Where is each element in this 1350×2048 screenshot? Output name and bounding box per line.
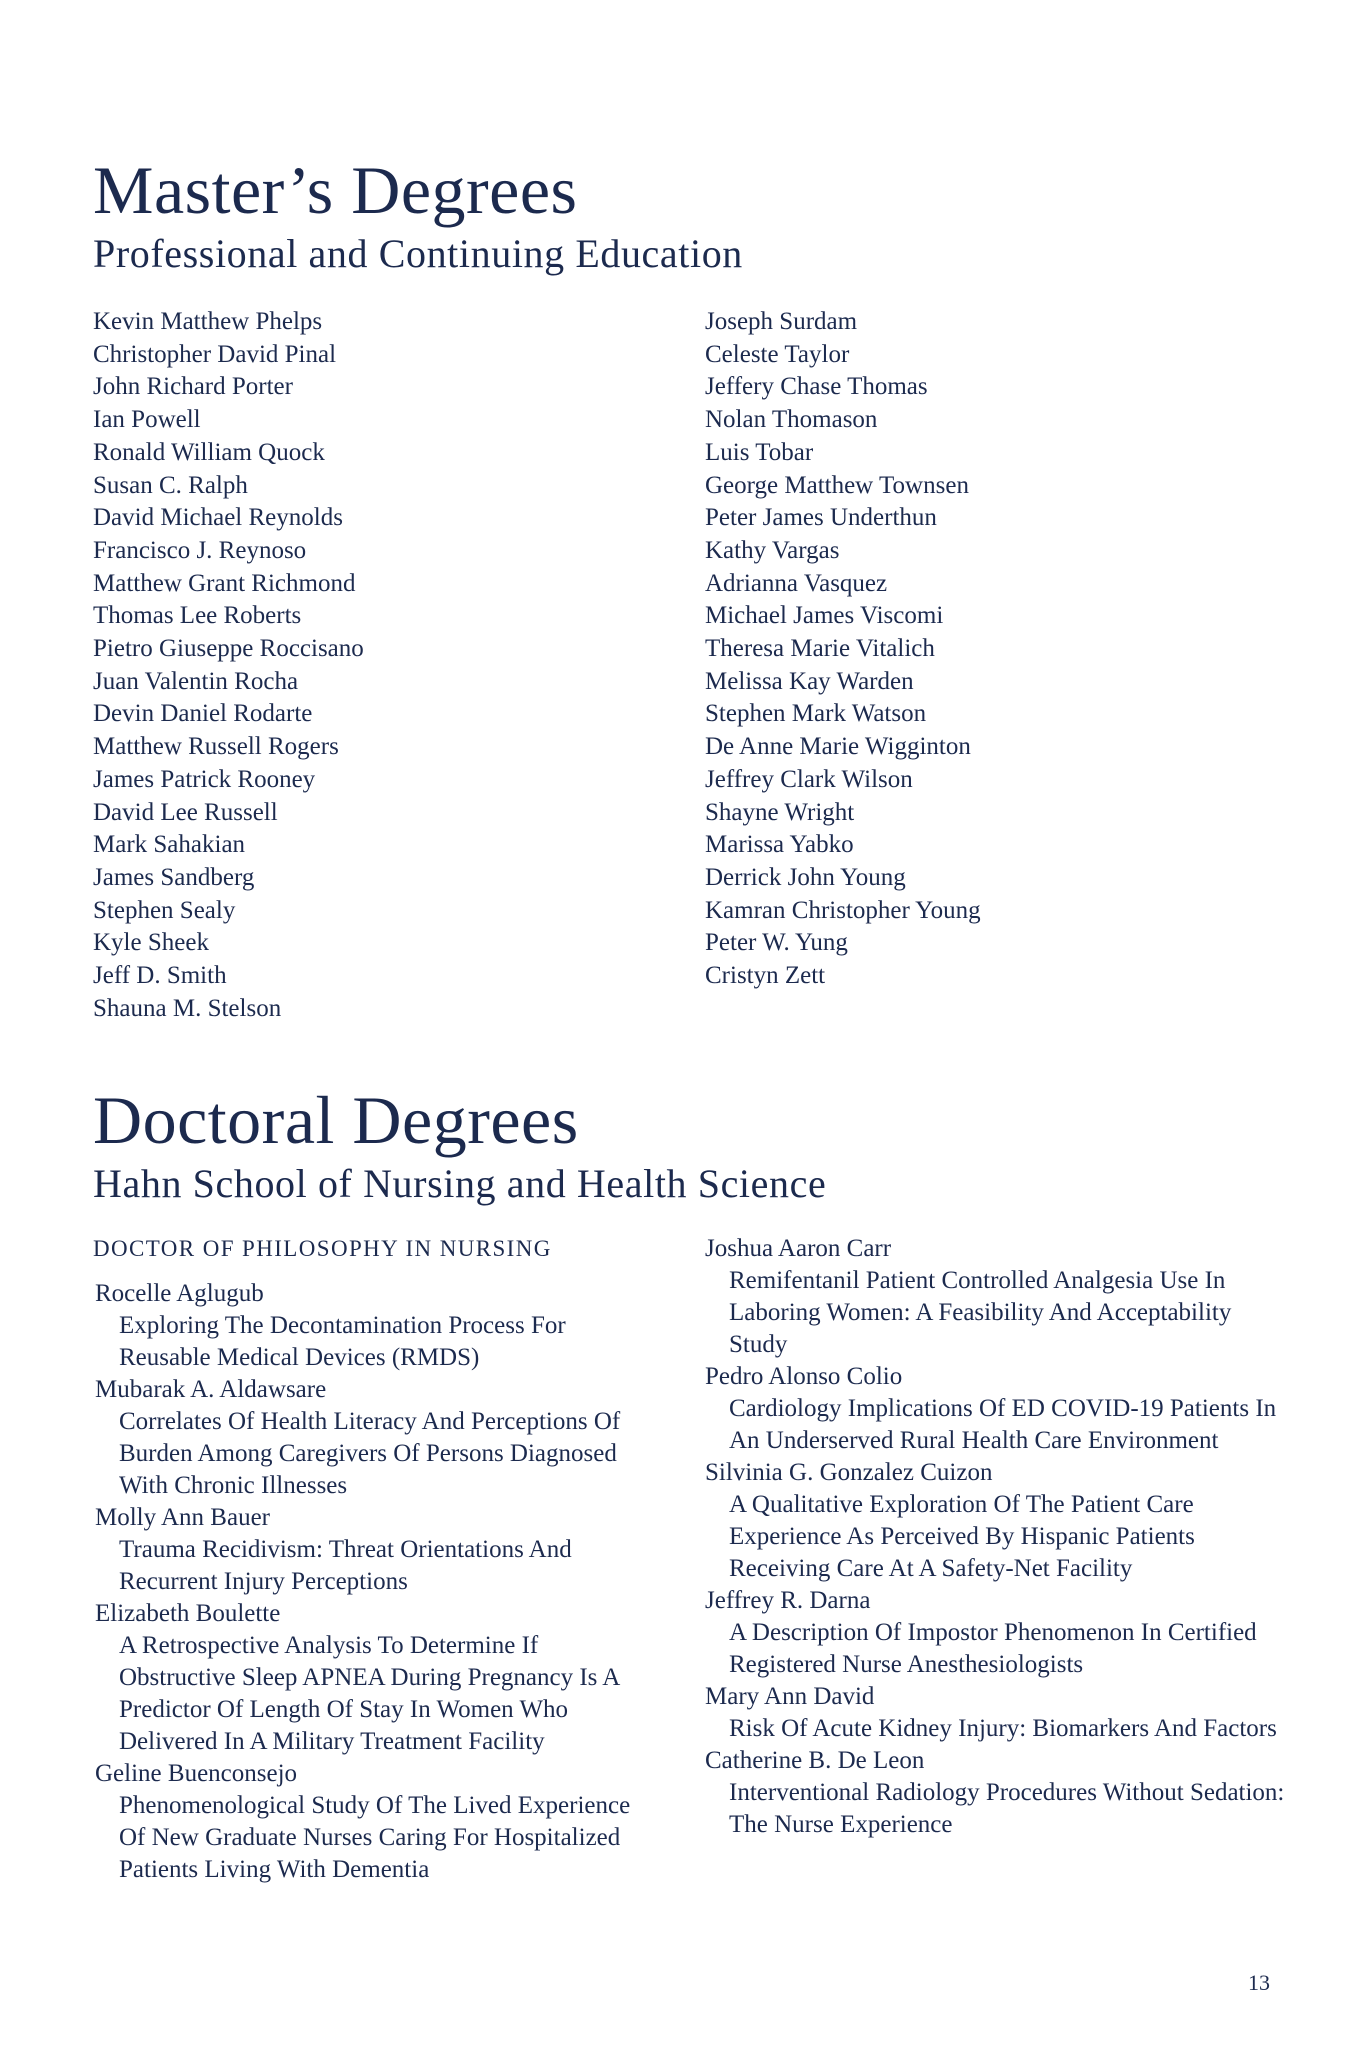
graduate-name: Susan C. Ralph [93,471,248,499]
graduate-name: Derrick John Young [705,863,906,891]
dissertation-title: Correlates Of Health Literacy And Perceptions Of Burden Among Caregivers Of Persons Diagnosed With Chronic Illnesses [119,1408,621,1499]
graduate-name: Kamran Christopher Young [705,896,981,924]
graduate-name: David Michael Reynolds [93,504,343,532]
graduate-name: Juan Valentin Rocha [93,667,299,695]
graduate-name: George Matthew Townsen [705,471,969,499]
doctoral-subtitle: Hahn School of Nursing and Health Science [93,1161,827,1206]
graduate-name: Mark Sahakian [93,831,246,859]
masters-subtitle: Professional and Continuing Education [93,231,743,276]
graduate-name: Jeffery Chase Thomas [705,373,928,401]
graduate-name: Thomas Lee Roberts [93,602,302,630]
graduate-name: Peter W. Yung [705,929,848,957]
doctoral-entries-right [705,1233,1285,1841]
doctoral-entry [705,1457,1285,1585]
graduate-name: Shauna M. Stelson [93,994,282,1022]
doctoral-title: Doctoral Degrees [93,1082,579,1158]
graduate-name: Pedro Alonso Colio [705,1363,903,1390]
graduate-name: Theresa Marie Vitalich [705,635,935,663]
graduate-name: Christopher David Pinal [93,340,337,368]
graduate-name: Rocelle Aglugub [95,1280,264,1307]
graduate-name: Silvinia G. Gonzalez Cuizon [705,1459,993,1486]
graduate-name: Mary Ann David [705,1683,875,1710]
doctoral-entry [705,1585,1285,1681]
graduate-name: Elizabeth Boulette [95,1600,281,1627]
doctoral-entry [705,1361,1285,1457]
graduate-name: Melissa Kay Warden [705,667,914,695]
graduate-name: James Patrick Rooney [93,765,316,793]
graduate-name: Marissa Yabko [705,831,854,859]
dissertation-title: Interventional Radiology Procedures Without Sedation: The Nurse Experience [729,1779,1285,1838]
graduate-name: Francisco J. Reynoso [93,536,307,564]
graduate-name: Luis Tobar [705,438,814,466]
dissertation-title: A Retrospective Analysis To Determine If Obstructive Sleep APNEA During Pregnancy Is A Predictor Of Length Of Stay In Women Who Delivered In A Military Treatment Facility [119,1632,619,1755]
graduate-name: Joshua Aaron Carr [705,1235,892,1262]
graduate-name: Mubarak A. Aldawsare [95,1376,327,1403]
masters-names-right [705,306,981,993]
graduate-name: Devin Daniel Rodarte [93,700,313,728]
graduate-name: Shayne Wright [705,798,855,826]
graduate-name: Catherine B. De Leon [705,1747,925,1774]
graduate-name: Adrianna Vasquez [705,569,888,597]
doctoral-entry [95,1374,655,1502]
graduate-name: Peter James Underthun [705,504,937,532]
page-number: 13 [1248,1970,1270,1995]
doctoral-entry [95,1758,655,1886]
dissertation-title: Risk Of Acute Kidney Injury: Biomarkers And Factors [729,1715,1277,1742]
graduate-name: Cristyn Zett [705,962,826,990]
graduate-name: Stephen Sealy [93,896,236,924]
program-label: DOCTOR OF PHILOSOPHY IN NURSING [93,1236,552,1261]
graduate-name: Kevin Matthew Phelps [93,308,323,335]
graduate-name: Ian Powell [93,406,201,434]
graduate-name: James Sandberg [93,863,255,891]
graduate-name: Jeffrey R. Darna [705,1587,871,1614]
graduate-name: Jeff D. Smith [93,962,227,990]
dissertation-title: A Description Of Impostor Phenomenon In Certified Registered Nurse Anesthesiologists [729,1619,1257,1678]
graduate-name: Kathy Vargas [705,536,840,564]
doctoral-entry [705,1745,1285,1841]
doctoral-entry [705,1233,1285,1361]
dissertation-title: A Qualitative Exploration Of The Patient Care Experience As Perceived By Hispanic Patients Receiving Care At A Safety-Net Facility [729,1491,1195,1582]
graduate-name: De Anne Marie Wigginton [705,733,971,761]
doctoral-entry [705,1681,1285,1745]
graduate-name: Stephen Mark Watson [705,700,927,728]
graduate-name: Jeffrey Clark Wilson [705,765,913,793]
graduate-name: Molly Ann Bauer [95,1504,270,1531]
dissertation-title: Remifentanil Patient Controlled Analgesia Use In Laboring Women: A Feasibility And Acceptability Study [729,1267,1232,1358]
graduate-name: Ronald William Quock [93,438,325,466]
graduate-name: John Richard Porter [93,373,293,401]
graduate-name: Joseph Surdam [705,308,858,335]
doctoral-entries-left [95,1278,655,1886]
dissertation-title: Phenomenological Study Of The Lived Experience Of New Graduate Nurses Caring For Hospitalized Patients Living With Dementia [119,1792,631,1883]
graduate-name: Pietro Giuseppe Roccisano [93,635,364,663]
graduate-name: Geline Buenconsejo [95,1760,298,1787]
graduate-name: David Lee Russell [93,798,278,826]
masters-names-left [93,306,364,1025]
doctoral-entry [95,1278,655,1374]
dissertation-title: Trauma Recidivism: Threat Orientations And Recurrent Injury Perceptions [119,1536,572,1595]
doctoral-entry [95,1502,655,1598]
graduate-name: Matthew Grant Richmond [93,569,356,597]
graduate-name: Celeste Taylor [705,340,850,368]
graduate-name: Kyle Sheek [93,929,209,957]
masters-title: Master’s Degrees [93,152,578,228]
dissertation-title: Cardiology Implications Of ED COVID-19 Patients In An Underserved Rural Health Care Environment [729,1395,1277,1454]
doctoral-entry [95,1598,655,1758]
graduate-name: Nolan Thomason [705,406,878,434]
dissertation-title: Exploring The Decontamination Process For Reusable Medical Devices (RMDS) [119,1312,566,1371]
graduate-name: Michael James Viscomi [705,602,944,630]
graduate-name: Matthew Russell Rogers [93,733,339,761]
